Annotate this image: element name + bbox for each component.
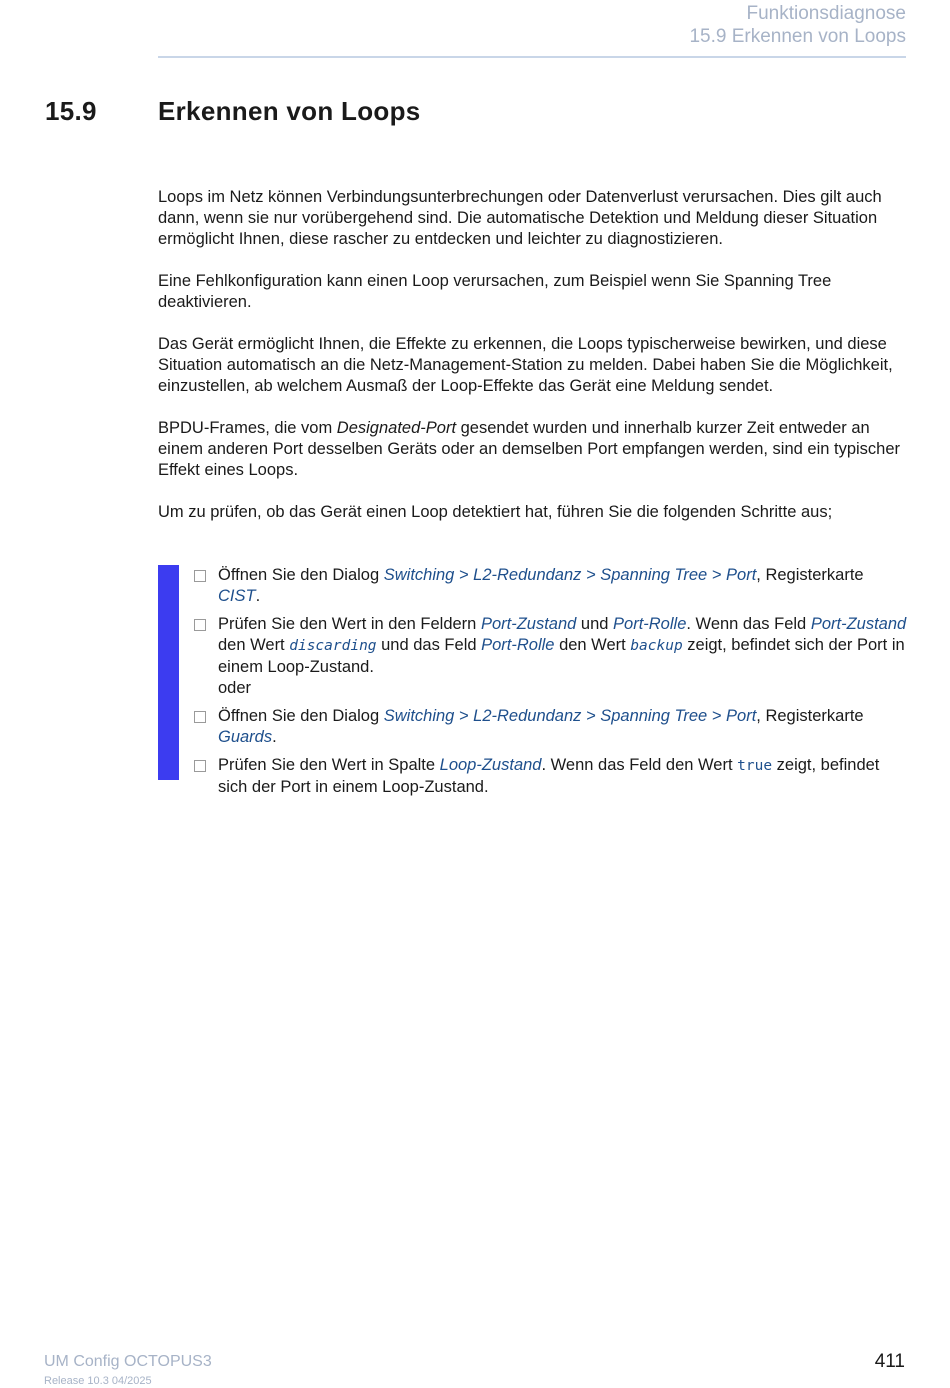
footer-product: UM Config OCTOPUS3: [44, 1353, 212, 1370]
field-port-zustand: Port-Zustand: [810, 615, 907, 633]
dialog-path: Switching > L2-Redundanz > Spanning Tree > Port: [383, 707, 757, 725]
step-4-text: . Wenn das Feld den Wert: [541, 756, 738, 774]
step-2: [194, 614, 910, 699]
instruction-steps: [194, 565, 910, 805]
step-1-text: , Registerkarte: [756, 566, 864, 584]
p4-designated-port: Designated-Port: [336, 419, 457, 437]
paragraph-3: Das Gerät ermöglicht Ihnen, die Effekte zu erkennen, die Loops typischerweise bewirken, und diese Situation automatisch an die Netz-Management-Station zu melden. Dabei haben Sie die Möglichkeit, einzustellen, ab welchem Ausmaß der Loop-Effekte das Gerät eine Meldung sendet.: [158, 335, 893, 395]
step-2-text: zeigt, befindet sich der Port in einem Loop-Zustand.: [218, 636, 905, 676]
running-header: [689, 2, 906, 48]
footer-product-info: [44, 1353, 212, 1388]
page-number: 411: [874, 1351, 905, 1372]
tab-name-cist: CIST: [218, 587, 256, 605]
step-2-text: den Wert: [218, 636, 290, 654]
field-port-rolle: Port-Rolle: [481, 636, 555, 654]
body-text: [158, 187, 910, 544]
checkbox-icon[interactable]: [194, 619, 206, 631]
step-4-text: Prüfen Sie den Wert in Spalte: [218, 756, 440, 774]
dialog-path: Switching > L2-Redundanz > Spanning Tree > Port: [383, 566, 757, 584]
field-port-zustand: Port-Zustand: [480, 615, 577, 633]
step-1-text: .: [255, 587, 261, 605]
step-2-text: . Wenn das Feld: [686, 615, 811, 633]
footer-release: Release 10.3 04/2025: [44, 1375, 152, 1387]
tab-name-guards: Guards: [218, 728, 273, 746]
paragraph-4: [158, 418, 910, 481]
paragraph-5: Um zu prüfen, ob das Gerät einen Loop detektiert hat, führen Sie die folgenden Schritte aus;: [158, 503, 833, 521]
step-4: [194, 755, 910, 798]
step-2-text: und das Feld: [376, 636, 482, 654]
header-chapter: Funktionsdiagnose: [746, 3, 906, 24]
step-3-text: .: [272, 728, 277, 746]
field-port-rolle: Port-Rolle: [613, 615, 687, 633]
paragraph-1: Loops im Netz können Verbindungsunterbrechungen oder Datenverlust verursachen. Dies gilt auch dann, wenn sie nur vorübergehend sind. Die automatische Detektion und Meldung dieser Situation ermöglicht Ihnen, diese rascher zu entdecken und leichter zu diagnostizieren.: [158, 188, 882, 248]
paragraph-2: Eine Fehlkonfiguration kann einen Loop verursachen, zum Beispiel wenn Sie Spanning Tree deaktivieren.: [158, 272, 832, 311]
value-true: true: [737, 758, 773, 774]
step-3-text: Öffnen Sie den Dialog: [218, 707, 384, 725]
step-4-text: zeigt, befindet sich der Port in einem Loop-Zustand.: [218, 756, 880, 796]
step-3-text: , Registerkarte: [756, 707, 864, 725]
checkbox-icon[interactable]: [194, 570, 206, 582]
header-divider: [158, 56, 906, 58]
section-title: Erkennen von Loops: [158, 96, 421, 126]
step-1-text: Öffnen Sie den Dialog: [218, 566, 384, 584]
column-loop-zustand: Loop-Zustand: [439, 756, 542, 774]
step-3: [194, 706, 910, 748]
p4-text-a: BPDU-Frames, die vom: [158, 419, 337, 437]
step-2-text: Prüfen Sie den Wert in den Feldern: [218, 615, 481, 633]
value-discarding: discarding: [289, 638, 377, 654]
step-2-text: und: [576, 615, 614, 633]
value-backup: backup: [630, 638, 683, 654]
checkbox-icon[interactable]: [194, 760, 206, 772]
header-section: 15.9 Erkennen von Loops: [689, 26, 906, 47]
step-2-text: den Wert: [554, 636, 631, 654]
step-1: [194, 565, 910, 607]
section-number: 15.9: [45, 96, 97, 126]
step-2-oder: oder: [218, 679, 252, 697]
instruction-accent-bar: [158, 565, 179, 780]
p4-text-b: gesendet wurden und innerhalb kurzer Zeit entweder an einem anderen Port desselben Geräts oder an demselben Port empfangen werden, sind ein typischer Effekt eines Loops.: [158, 419, 901, 479]
checkbox-icon[interactable]: [194, 711, 206, 723]
